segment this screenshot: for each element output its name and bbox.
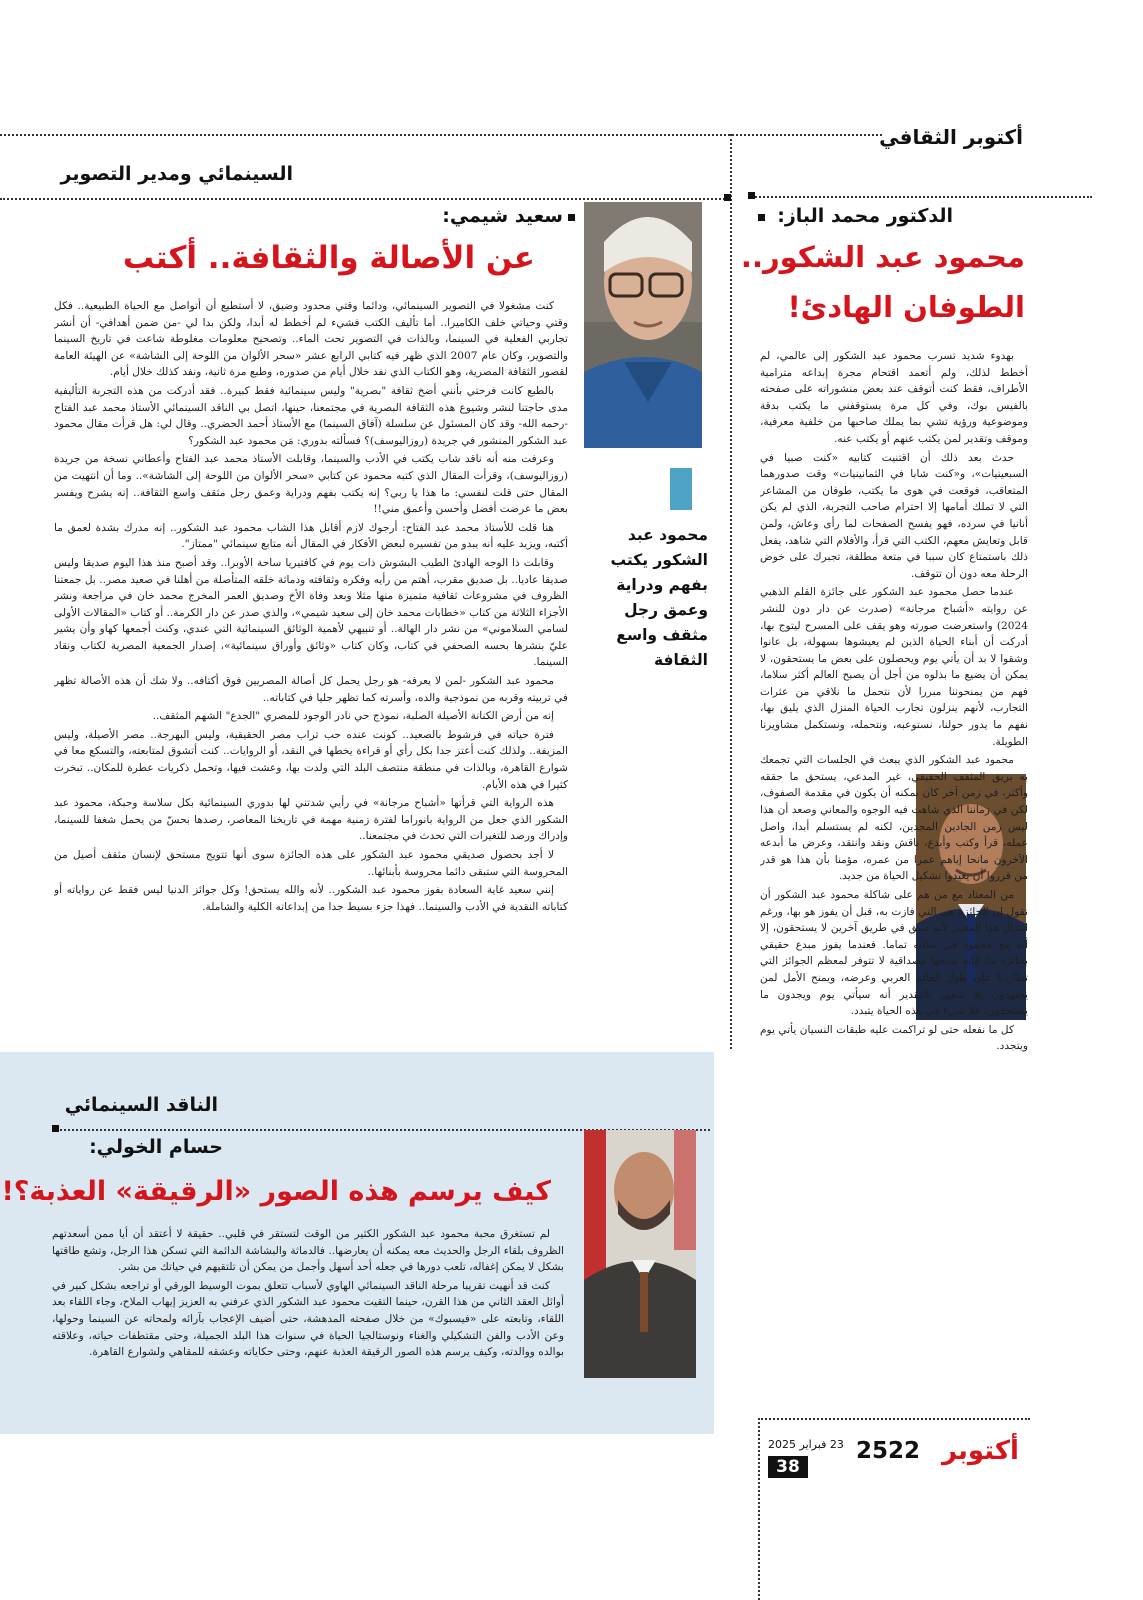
article-header: السينمائي ومدير التصوير: [60, 163, 293, 185]
bullet-marker: [52, 1125, 59, 1132]
issue-number: 2522: [856, 1438, 921, 1464]
article-kicker: سعيد شيمي:: [442, 205, 563, 227]
section-title: أكتوبر الثقافي: [879, 125, 1023, 149]
portrait-photo: [584, 1130, 696, 1378]
paragraph: كنت مشغولا في التصوير السينمائي، ودائما وقتي محدود وضيق، لا أستطيع أن أتواصل مع الحياة الطبيعية.. فكل وقتي وحياتي خلف الكاميرا.. أما تأليف الكتب فشيء لم أخطط له أبدا، ولكن بدا لي -من ضمن أهدافي- أن أنشر تجاربي الفعلية في السينما، وبالذات في التصوير تحت الماء.. وتصحيح معلومات مغلوطة شاعت في تاريخ السينما والتصوير، وكان عام 2007 الذي ظهر فيه كتابي الرابع عشر «سحر الألوان من اللوحة إلى الشاشة» عن الهيئة العامة لقصور الثقافة المصرية، وهو الكتاب الذي نفد خلال أيام من صدوره، وطبع مرة ثانية، ونفد كذلك خلال أيام.: [54, 300, 568, 379]
bullet-marker: [748, 192, 755, 199]
paragraph: محمود عبد الشكور الذي يبعث في الجلسات التي تجمعك به بريق المثقف الحقيقي، غير المدعي، يستحق ما حققه وأكثر، في زمن آخر كان يمكنه أن يكون في مقدمة الصفوف، لكن في زماننا الذي شاهت فيه الوجوه والمعاني وصعد أن هذا ليس زمن الجادين المجدين، لكنه لم يستسلم أبدا، واصل عمله، قرأ وكتب وأبدع، ناقش ونقد وانتقد، وعرض ما أبدعه الآخرون مانحا إياهم عمرا من عمره، مؤمنا بأن هذا هو قدر من قرروا أن يعيدوا تشكيل الحياة من جديد.: [760, 754, 1028, 883]
paragraph: وقابلت ذا الوجه الهادئ الطيب البشوش ذات يوم في كافتيريا ساحة الأوبرا.. وقد أصبح منذ هذا اليوم صديقا وليس صديقا عاديا.. بل صديق مقرب، أهتم من رأيه وفكره وثقافته ودماثة خلقه المتأصلة من أهلنا في صعيد مصر.. بل جمعتنا الظروف في مشروعات ثقافية متميزة منها مثلا وبعد وفاة الأخ وصديق العمر المخرج محمد خان في مراجعة ونشر الأجزاء الثلاثة من كتاب «خطابات محمد خان إلى سعيد شيمي»، والذي صدر عن دار الكرمة.. أو كتاب «المقالات الأولى لسامي السلاموني» من نشر دار الهالة.. أو تنبيهي لأهمية الوثائق السينمائية التي عندي، وكنت أجمعها كهاو وأن يشير عليّ بنشرها بحسه الصحفي في كتاب، وكان كتاب «وثائق وأوراق سينمائية»، إصدار الجمعية المصرية لكتاب ونقاد السينما.: [54, 556, 568, 669]
paragraph: بالطبع كانت فرحتي بأنني أضخ ثقافة "بصرية" وليس سينمائية فقط كبيرة.. فقد أدركت من هذه التجربة التأليفية مدى حاجتنا لنشر وشيوع هذه الثقافة البصرية في مجتمعنا، حينها، اتصل بي الناقد السينمائي الأستاذ محمد عبد الفتاح -رحمه الله- وقد كان المسئول عن سلسلة (آفاق السينما) مع الأستاذ أحمد الحضري.. وقال لي: هل قرأت مقال محمود عبد الشكور المنشور في جريدة (روزاليوسف)؟ فسألته بدوري: مَن محمود عبد الشكور؟: [54, 384, 568, 447]
bullet-marker: [758, 214, 765, 221]
pull-quote: محمود عبد الشكور يكتب بفهم ودراية وعمق رجل مثقف واسع الثقافة: [610, 526, 708, 669]
header-divider: [0, 134, 882, 136]
article-headline: عن الأصالة والثقافة.. أكتب: [122, 240, 535, 276]
article-header: الناقد السينمائي: [64, 1094, 218, 1116]
paragraph: هذه الرواية التي قرأتها «أشباح مرجانة» في رأيي شدتني لها بدوري السينمائية بكل سلاسة وحبكة، محمود عبد الشكور الذي جعل من الرواية بانوراما لفترة زمنية مهمة في تاريخنا المعاصر، رصدها بحسّ من يحمل شغفا للسينما، وإدراك ورصد للتغيرات التي تحدث في مجتمعنا..: [54, 797, 568, 843]
footer-divider: [758, 1418, 1030, 1420]
article-headline-line2: الطوفان الهادئ!: [787, 290, 1025, 324]
paragraph: من المعتاد مع من هم على شاكلة محمود عبد الشكور أن نقول إن الجائزة هي التي فازت به، قبل أن يفوز هو بها، ورغم ابتذال هذا المعنى لأنه سيق في طريق آخرين لا يستحقون، إلا أنه مع محمود في مكانه تماما. فعندما يفوز مبدع حقيقي بجائزة ما، فإنه يمنحها مصداقية لا تتوفر لمعظم الجوائز التي تطاردنا على طول العالم العربي وعرضه، ويمنح الأمل لمن يجتهدون بلا شعور بالتقدير أنه سيأتي يوم ويجدون ما يستحقون، فلا شيء في هذه الحياة يتبدد.: [760, 889, 1028, 1018]
portrait-photo-icon: [584, 202, 702, 448]
article-kicker: حسام الخولي:: [89, 1136, 223, 1158]
paragraph: عندما حصل محمود عبد الشكور على جائزة القلم الذهبي عن روايته «أشباح مرجانة» (صدرت عن دار دون للنشر 2024) واستعرضت صورته وهو يقف على المسرح ليتوج بها، أدركت أن أبناء الحياة الذين لم يعيشوها بسهولة، بل عانوا وشقوا لا بد أن يأتي يوم ويحصلون على بعض ما يستحقون، لا يمكن أن يضيع ما بذلوه من أجل أن يصبح العالم أكثر سلاما، فهم من يمنحوننا مبررا لأن نتحمل ما نلاقي من عثرات التجارب، لأنهم ينزلون تجارب الحياة المنزل الذي يليق بها، نفهم ما يدور حولنا، نستوعبه، ونتحمله، ونستكمل مشاويرنا الطويلة.: [760, 586, 1028, 748]
quote-accent-bar: [670, 468, 692, 510]
article-header-divider: [0, 198, 728, 200]
bullet-marker: [724, 194, 731, 201]
paragraph: محمود عبد الشكور -لمن لا يعرفه- هو رجل يحمل كل أصالة المصريين فوق أكتافه.. ولا شك أن هذه الأصالة تظهر في تربيته وقربه من نموذجية والده، وأسرته كما تظهر جليا في كتاباته..: [54, 675, 568, 704]
paragraph: فترة حياته في فرشوط بالصعيد.. كونت عنده حب تراب مصر الحقيقية، وليس البهرجة.. مصر الأصيلة، وليس المزيفة.. ولذلك كنت أعتز جدا بكل رأي أو قراءة يخطها في النقد، أو الروايات.. كنت أتشوق لمتابعته، والتسكع معا في شوارع القاهرة، وبالذات في منطقة منتصف البلد التي ولدت بها، وعشت فيها، وتحمل ذكريات عطرة للمكان.. تبخرت كثيرا في هذه الأيام.: [54, 728, 568, 791]
paragraph: لا أجد بحصول صديقي محمود عبد الشكور على هذه الجائزة سوى أنها تتويج مستحق لإنسان مثقف أصيل من المحروسة التي ستبقى دائما محروسة بأبنائها..: [54, 849, 568, 878]
paragraph: هنا قلت للأستاذ محمد عبد الفتاح: أرجوك لازم أقابل هذا الشاب محمود عبد الشكور.. إنه مدرك بشدة لعمق ما أكتبه، ويزيد عليه أنه يبدو من تفسيره لبعض الأفكار في المقال أنه متابع سينمائي "ممتاز".: [54, 521, 568, 551]
paragraph: بهدوء شديد تسرب محمود عبد الشكور إلى عالمي، لم أخطط لذلك، ولم أتعمد اقتحام مجرة إبداعه مترامية الأطراف، فقط كنت أتوقف عند بعض منشوراته على صفحته بالفيس بوك، وفي كل مرة يستوقفني ما يكتب بدقة وموضوعية ورؤية تشي بما يملك صاحبها من خلفية معرفية، وموقف وتقدير لمن يكتب عنهم أو يكتب عنه.: [760, 350, 1028, 445]
brand-logo: أكتوبر: [942, 1436, 1019, 1466]
portrait-photo-icon: [584, 1130, 696, 1378]
paragraph: لم تستغرق محبة محمود عبد الشكور الكثير من الوقت لتستقر في قلبي.. حقيقة لا أعتقد أن أيا ممن أسعدتهم الظروف بلقاء الرجل والحديث معه يمكنه أن يعارضها.. فالدماثة والبشاشة الدائمة التي تسكن هذا الرجل، وتشع طاقتها بشكل لا يمكن إغفاله، تلعب دورها في جعله أحد أسهل وأجمل من يمكن أن تلتقيهم في حياتك من بشر.: [52, 1228, 564, 1274]
article-body: [52, 1226, 564, 1422]
paragraph: حدث بعد ذلك أن اقتنيت كتابيه «كنت صبيا في السبعينيات»، و«كنت شابا في الثمانينيات» وقت صدورهما المتعاقب، فوقعت في هوى ما يكتب، طوفان من المشاعر التي لا تملك أمامها إلا احترام صاحب التجربة، الذي لم يكن أنانيا في سرده، فهو يفسح الصفحات لما رأى وعاش، ولمن قابل وتعايش معهم، الكتب التي قرأ، والأفلام التي شاهد، يفعل ذلك باستمتاع كان سببا في متعة مطلقة، تجبرك على خوض الرحلة معه دون أن تتوقف.: [760, 451, 1028, 580]
page-number: 38: [768, 1456, 808, 1478]
article-kicker: الدكتور محمد الباز:: [777, 205, 953, 227]
paragraph: كل ما نفعله حتى لو تراكمت عليه طبقات النسيان يأتي يوم ويتجدد.: [760, 1023, 1028, 1053]
article-headline: كيف يرسم هذه الصور «الرقيقة» العذبة؟!: [1, 1176, 551, 1207]
article-headline-line1: محمود عبد الشكور..: [740, 240, 1025, 274]
paragraph: إنه من أرض الكنانة الأصيلة الصلبة، نموذج حي نادر الوجود للمصري "الجدع" الشهم المثقف..: [152, 710, 554, 723]
article-body: [54, 298, 568, 1064]
column-divider: [730, 134, 732, 1049]
article-header-divider: [752, 196, 1092, 198]
paragraph: إنني سعيد غاية السعادة بفوز محمود عبد الشكور.. لأنه والله يستحق! وكل جوائز الدنيا ليس فقط عن رواياته أو كتاباته النقدية في الأدب والسينما.. فهذا جزء بسيط جدا من إبداعاته الكلية والشاملة.: [54, 884, 568, 913]
portrait-photo: [584, 202, 702, 448]
bullet-marker: [568, 214, 575, 221]
issue-date: 23 فبراير 2025: [768, 1438, 844, 1451]
article-body: [760, 348, 1028, 1378]
paragraph: وعرفت منه أنه ناقد شاب يكتب في الأدب والسينما، وقابلت الأستاذ محمد عبد الفتاح وأعطاني نسخة من جريدة (روزاليوسف)، وقرأت المقال الذي كتبه محمود عن كتابي «سحر الألوان من اللوحة إلى الشاشة».. وما أن انتهيت من المقال حتى قلت لنفسي: ما هذا يا ربي؟ إنه يكتب بفهم ودراية وعمق رجل مثقف واسع الثقافة.. إنه يشرح ويفسر بعض ما عرضت أفضل وأحسن وأعمق مني!!: [54, 453, 568, 516]
footer-vertical-divider: [758, 1418, 760, 1600]
paragraph: كنت قد أنهيت تقريبا مرحلة الناقد السينمائي الهاوي لأسباب تتعلق بموت الوسيط الورقي أو تراجعه بشكل كبير في أوائل العقد الثاني من هذا القرن، حينما التقيت محمود عبد الشكور الذي عرفني به العزيز إيهاب الملاح، وجاء اللقاء بعد اللقاء، وتابعته على «فيسبوك» من خلال صفحته المدهشة، حتى أضيف الإعجاب بآرائه ولمحاته عن السينما وحولها، وعن الأدب والفن التشكيلي والغناء ونوستالجيا الحياة في سنوات هذا البلد الجميلة، وحتى مقتطفات حياته، وعلاقته بوالده ووالدته، وكيف يرسم هذه الصور الرقيقة العذبة عنهم، وحتى حكاياته وعشقه للمقاهي ولشوارع القاهرة.: [52, 1279, 564, 1359]
